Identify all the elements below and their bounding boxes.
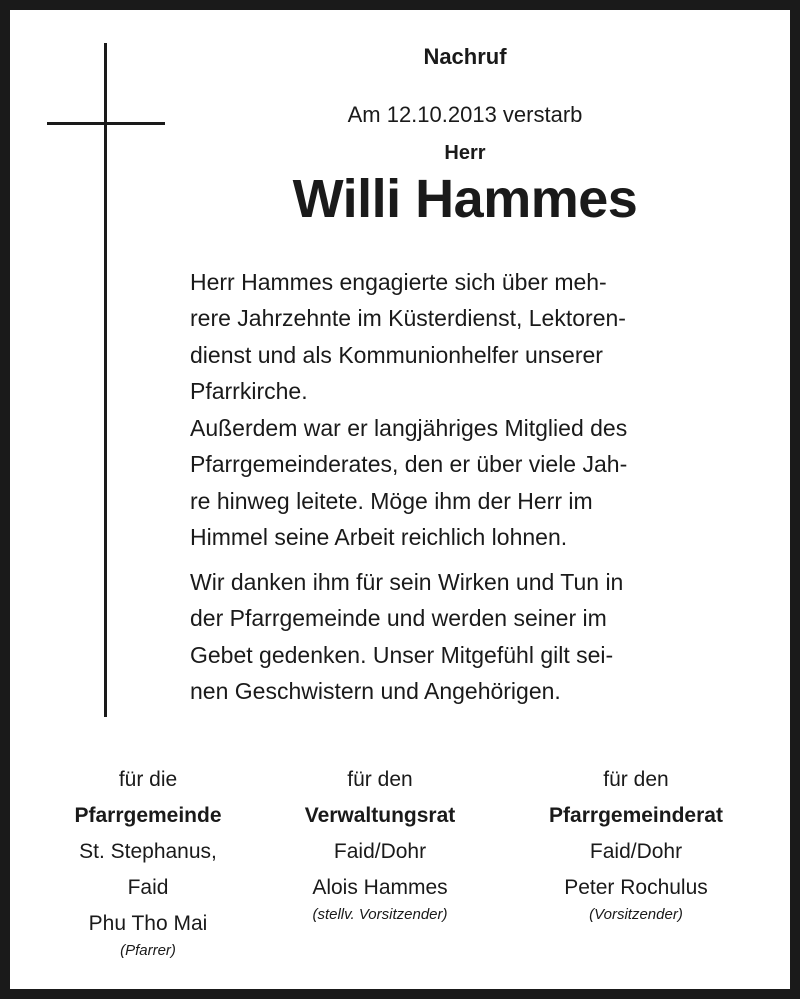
signature-prefix: für den [603, 768, 669, 791]
paragraph-service [190, 264, 740, 409]
signature-prefix: für den [347, 768, 413, 791]
text-line: Himmel seine Arbeit reichlich lohnen. [190, 523, 568, 550]
paragraph-thanks [190, 564, 740, 709]
signature-prefix: für die [118, 768, 178, 791]
paragraph-council [190, 410, 740, 555]
text-line: re hinweg leitete. Möge ihm der Herr im [190, 487, 593, 514]
signature-admin-council [280, 762, 480, 924]
date-line: Am 12.10.2013 verstarb [347, 102, 583, 127]
text-line: nen Geschwistern und Angehörigen. [190, 677, 561, 704]
signature-body: Verwaltungsrat [304, 804, 456, 827]
signature-parish-council [518, 762, 754, 924]
signature-body: Pfarrgemeinderat [549, 804, 723, 827]
text-line: dienst und als Kommunionhelfer unserer [190, 341, 603, 368]
signature-role: (Vorsitzender) [589, 906, 683, 923]
salutation: Herr [444, 142, 486, 164]
signature-line: Faid/Dohr [589, 840, 683, 863]
deceased-name: Willi Hammes [292, 169, 638, 229]
cross-icon [104, 43, 107, 717]
obituary-label: Nachruf [423, 44, 507, 69]
signature-role: (Pfarrer) [120, 942, 176, 959]
text-line: Pfarrgemeinderates, den er über viele Jah- [190, 451, 628, 478]
text-line: Außerdem war er langjähriges Mitglied des [190, 415, 628, 441]
signature-role: (stellv. Vorsitzender) [312, 906, 448, 923]
text-line: Pfarrkirche. [190, 377, 308, 404]
signature-parish [50, 762, 246, 960]
text-line: der Pfarrgemeinde und werden seiner im [190, 605, 607, 632]
signature-line: Faid [127, 876, 169, 899]
obituary-card [10, 10, 790, 989]
signature-person: Peter Rochulus [564, 876, 708, 899]
signature-body: Pfarrgemeinde [74, 804, 222, 827]
text-line: rere Jahrzehnte im Küsterdienst, Lektoren- [190, 305, 626, 332]
signature-person: Phu Tho Mai [88, 912, 208, 935]
signature-line: St. Stephanus, [79, 840, 217, 863]
text-line: Wir danken ihm für sein Wirken und Tun in [190, 569, 624, 595]
cross-icon-bar [47, 122, 165, 125]
text-line: Herr Hammes engagierte sich über meh- [190, 269, 607, 295]
signature-person: Alois Hammes [312, 876, 448, 899]
text-line: Gebet gedenken. Unser Mitgefühl gilt sei- [190, 641, 614, 668]
signature-line: Faid/Dohr [333, 840, 427, 863]
